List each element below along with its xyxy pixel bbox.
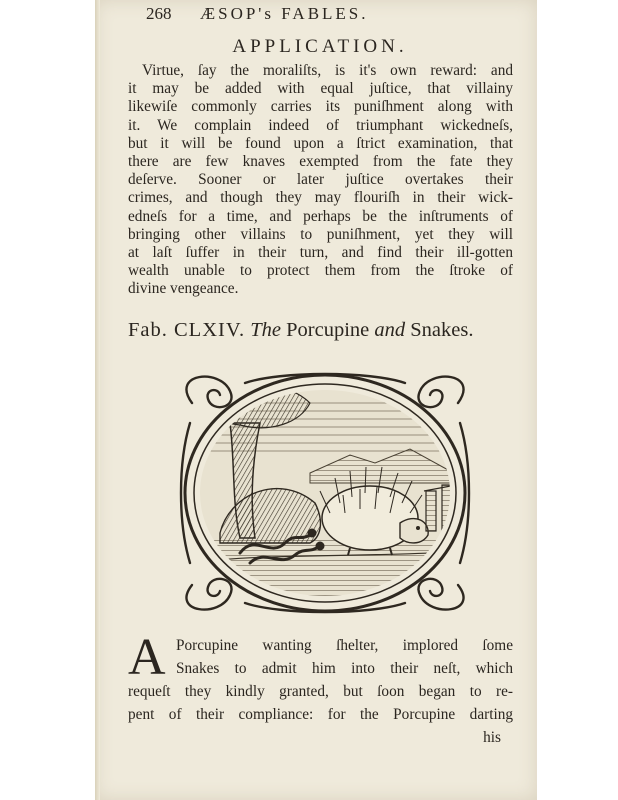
text-line: requeſt they kindly granted, but ſoon began to re- xyxy=(128,683,513,700)
text-line: wealth unable to protect them from the ſtroke of xyxy=(128,262,513,280)
text-line: there are few knaves exempted from the fate they xyxy=(128,153,513,171)
application-text xyxy=(128,62,513,299)
fable-title-porcupine: Porcupine xyxy=(286,319,370,341)
fable-title-snakes: Snakes. xyxy=(410,319,474,341)
fable-title-and: and xyxy=(374,319,406,341)
text-line: pent of their compliance: for the Porcupine darting xyxy=(128,706,513,723)
text-line: it may be added with equal juſtice, that villainy xyxy=(128,80,513,98)
catchword: his xyxy=(483,729,501,746)
running-head xyxy=(146,4,476,28)
text-line: deſerve. Sooner or later juſtice overtakes their xyxy=(128,171,513,189)
text-line: Virtue, ſay the moraliſts, is it's own reward: and xyxy=(142,62,513,79)
text-line: crimes, and though they may flouriſh in their wick- xyxy=(128,189,513,207)
woodcut-illustration xyxy=(160,363,490,623)
text-line: Snakes to admit him into their neſt, which xyxy=(176,660,513,677)
fable-text xyxy=(128,629,513,749)
fable-title-the: The xyxy=(250,319,281,341)
book-title: ÆSOP's FABLES. xyxy=(200,4,369,23)
fable-number: Fab. CLXIV. xyxy=(128,319,246,341)
fable-title xyxy=(128,319,528,342)
page-gutter xyxy=(95,0,100,800)
drop-capital: A xyxy=(128,629,166,686)
text-line: edneſs for a time, and perhaps be the inſtruments of xyxy=(128,207,513,225)
text-line: divine vengeance. xyxy=(128,280,239,298)
text-line: but it will be found upon a ſtrict examination, that xyxy=(128,134,513,152)
application-heading: APPLICATION. xyxy=(232,36,408,57)
text-line: at laſt ſuffer in their turn, and find their ill-gotten xyxy=(128,244,513,262)
text-line: it. We complain indeed of triumphant wickedneſs, xyxy=(128,116,513,134)
text-line: likewiſe commonly carries its puniſhment along with xyxy=(128,98,513,116)
text-line: bringing other villains to puniſhment, yet they will xyxy=(128,225,513,243)
page-number: 268 xyxy=(146,4,172,23)
text-line: Porcupine wanting ſhelter, implored ſome xyxy=(176,637,513,654)
